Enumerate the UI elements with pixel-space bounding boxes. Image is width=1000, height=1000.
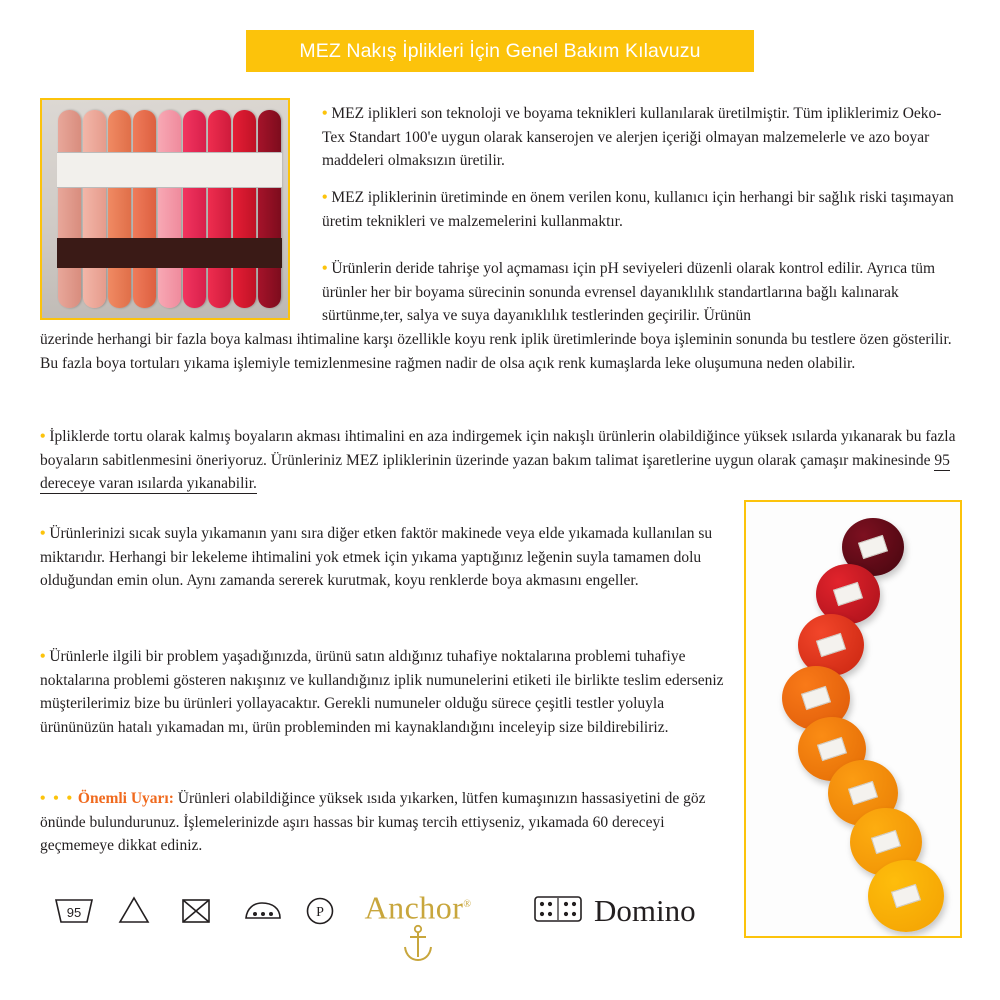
perle-cotton-balls-photo [744, 500, 962, 938]
yarn-ball-label [848, 781, 878, 805]
yarn-ball-label [817, 737, 847, 761]
skein-dark-band [107, 238, 132, 268]
paragraph-4-text: İpliklerde tortu olarak kalmış boyaların akması ihtimalini en aza indirgemek için nakışlı ürünlerin olabildiğince yüksek ısılarda yıkanarak bu fazla boyaların sabitlenmesini öneriyoruz. Ürünleriniz MEZ ipliklerinin üzerinde yazan bakım talimat işaretlerine uygun olarak çamaşır makinesinde [40, 428, 956, 469]
page-title-banner [246, 30, 754, 72]
bullet-icon: • [322, 105, 328, 122]
skein [58, 110, 81, 308]
iron-high-symbol [238, 890, 282, 928]
yarn-ball-label [891, 884, 921, 908]
skein-label-band [132, 152, 157, 188]
bullet-icon: • [40, 525, 46, 542]
bullet-icon: • [322, 260, 328, 277]
skein-dark-band [257, 238, 282, 268]
paragraph-3-continued [40, 328, 960, 375]
registered-mark: ® [463, 899, 472, 910]
domino-logo [534, 895, 696, 927]
bullet-icon: • [322, 189, 328, 206]
yarn-ball-label [801, 686, 831, 710]
warning-text: Ürünleri olabildiğince yüksek ısıda yıkarken, lütfen kumaşınızın hassasiyetini de göz önünde bulundurunuz. İşlemelerinizde aşırı hassas bir kumaş tercih ettiyseniz, yıkamada 60 dereceyi geçmemeye dikkat ediniz. [40, 790, 706, 854]
skein-dark-band [157, 238, 182, 268]
important-warning-paragraph [40, 787, 730, 858]
skein [158, 110, 181, 308]
wash-95-symbol [52, 890, 96, 928]
warning-dots-icon: • • • [40, 790, 75, 807]
page-title: MEZ Nakış İplikleri İçin Genel Bakım Kılavuzu [299, 39, 701, 62]
skein [108, 110, 131, 308]
skein-label-band [107, 152, 132, 188]
care-symbols-row [52, 890, 344, 928]
professional-clean-p-symbol [300, 890, 344, 928]
skein-label-band [157, 152, 182, 188]
paragraph-3-text: Ürünlerin deride tahrişe yol açmaması için pH seviyeleri düzenli olarak kontrol edilir. Ayrıca tüm ürünler her bir boyama sürecinin sonunda evrensel dayanıklılık standartlarına bağlı kalınarak sürtünme,ter, salya ve suya dayanıklılık testlerinden geçirilir. Ürünün [322, 260, 936, 324]
skein [208, 110, 231, 308]
paragraph-2 [322, 186, 954, 233]
anchor-icon [348, 923, 488, 968]
bullet-icon: • [40, 648, 46, 665]
svg-text:P: P [316, 905, 324, 920]
skein-dark-band [182, 238, 207, 268]
skein-dark-band [232, 238, 257, 268]
svg-text:95: 95 [66, 905, 82, 920]
yarn-ball [868, 860, 944, 932]
skein-label-band [57, 152, 82, 188]
paragraph-3 [322, 257, 954, 328]
skein [233, 110, 256, 308]
skein [83, 110, 106, 308]
skein-dark-band [82, 238, 107, 268]
anchor-brand-name: Anchor [364, 889, 464, 926]
do-not-tumble-dry-symbol [176, 890, 220, 928]
paragraph-6 [40, 645, 730, 739]
skein-dark-band [132, 238, 157, 268]
paragraph-4-underlined-text: 95 dereceye varan ısılarda yıkanabilir. [40, 451, 950, 492]
anchor-logo [348, 888, 488, 968]
paragraph-6-text: Ürünlerle ilgili bir problem yaşadığınızda, ürünü satın aldığınız tuhafiye noktalarına problemi tuhafiye noktalarına problemi gösteren nakışınız ve kullandığınız iplik numunelerini etiketi ile birlikte teslim ederseniz müşterilerimiz bize bu ürünleri yollayacaktır. Gerekli numuneler olduğu sürece çeşitli testler yoluyla ürününüzün hatalı yıkamadan mı, ürün probleminden mi kaynaklandığını inceleyip size bildirebiliriz. [40, 648, 724, 736]
anchor-wordmark [364, 888, 471, 925]
skein-dark-band [207, 238, 232, 268]
skein [133, 110, 156, 308]
warning-label: Önemli Uyarı: [77, 790, 174, 807]
skein-label-band [82, 152, 107, 188]
yarn-ball-label [833, 582, 863, 606]
bullet-icon: • [40, 428, 46, 445]
paragraph-3-continued-text: üzerinde herhangi bir fazla boya kalması ihtimaline karşı özellikle koyu renk iplik üretimlerinde boya işleminin sonunda bu testlere özen gösterilir. Bu fazla boya tortuları yıkama işlemiyle temizlenmesine rağmen nadir de olsa açık renk kumaşlarda leke oluşumuna neden olabilir. [40, 331, 952, 372]
skein-dark-band [57, 238, 82, 268]
domino-brand-name: Domino [594, 893, 696, 928]
skein-label-band [257, 152, 282, 188]
skein [183, 110, 206, 308]
bleach-any-symbol [114, 890, 158, 928]
yarn-ball-label [871, 830, 901, 854]
yarn-ball-label [816, 633, 846, 657]
thread-skeins-photo [40, 98, 290, 320]
paragraph-1-text: MEZ iplikleri son teknoloji ve boyama teknikleri kullanılarak üretilmiştir. Tüm ipliklerimiz Oeko-Tex Standart 100'e uygun olarak kanserojen ve alerjen içeriği olmayan malzemelerle ve azo boyar maddeleri olmaksızın üretilir. [322, 105, 942, 169]
paragraph-1 [322, 102, 954, 173]
paragraph-5-text: Ürünlerinizi sıcak suyla yıkamanın yanı sıra diğer etken faktör makinede veya elde yıkamada kullanılan su miktarıdır. Herhangi bir lekeleme ihtimalini yok etmek için yıkama yaptığınız leğenin suyla tamamen dolu olduğundan emin olun. Aynı zamanda sererek kurutmak, koyu renklerde boya akmasını engeller. [40, 525, 713, 589]
paragraph-5 [40, 522, 730, 593]
skein-label-band [232, 152, 257, 188]
skein-label-band [207, 152, 232, 188]
yarn-ball-label [858, 535, 888, 559]
paragraph-2-text: MEZ ipliklerinin üretiminde en önem verilen konu, kullanıcı için herhangi bir sağlık riski taşımayan üretim teknikleri ve malzemelerini kullanmaktır. [322, 189, 954, 230]
domino-tile-icon [534, 896, 582, 927]
paragraph-4 [40, 425, 960, 496]
skein [258, 110, 281, 308]
skein-label-band [182, 152, 207, 188]
